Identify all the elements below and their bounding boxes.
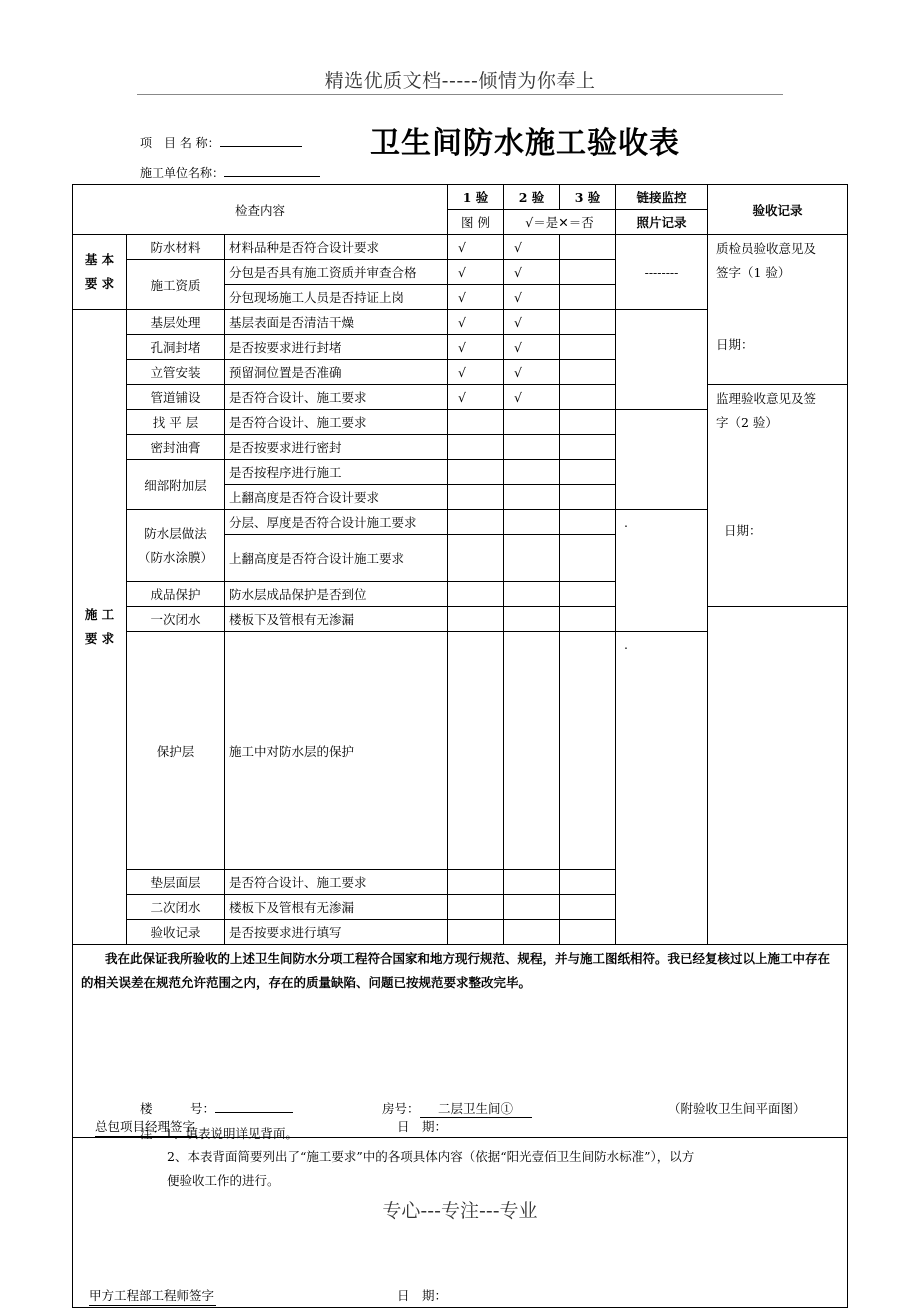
item-label: 成品保护 (127, 582, 225, 607)
check-cell-2[interactable] (504, 582, 560, 607)
project-name-field[interactable] (220, 134, 302, 147)
check-content: 上翻高度是否符合设计要求 (225, 485, 448, 510)
header-record: 验收记录 (708, 185, 848, 235)
check-content: 是否符合设计、施工要求 (225, 870, 448, 895)
check-cell-2[interactable] (504, 485, 560, 510)
check-content: 分包现场施工人员是否持证上岗 (225, 285, 448, 310)
check-content: 是否符合设计、施工要求 (225, 385, 448, 410)
check-content: 施工中对防水层的保护 (225, 632, 448, 870)
check-cell-1[interactable] (448, 510, 504, 535)
check-content: 楼板下及管根有无渗漏 (225, 607, 448, 632)
check-cell-2[interactable] (504, 460, 560, 485)
document-header: 精选优质文档-----倾情为你奉上 (324, 70, 596, 92)
form-title: 卫生间防水施工验收表 (370, 126, 680, 161)
check-content: 是否按要求进行密封 (225, 435, 448, 460)
check-cell-1[interactable] (448, 870, 504, 895)
check-cell-2[interactable] (504, 535, 560, 582)
record-1-line2: 签字（1 验） (716, 265, 791, 280)
header-photo-line2: 照片记录 (616, 210, 708, 235)
check-cell-1[interactable] (448, 632, 504, 870)
check-content: 是否符合设计、施工要求 (225, 410, 448, 435)
check-cell-3[interactable] (560, 410, 616, 435)
unit-name-field[interactable] (224, 164, 320, 177)
project-name-row (140, 134, 302, 151)
check-cell-2[interactable] (504, 870, 560, 895)
record-2-date: 日期： (724, 523, 762, 538)
project-name-label: 项 目 名 称： (140, 136, 220, 150)
check-content: 是否按程序进行施工 (225, 460, 448, 485)
record-quality-inspector[interactable] (708, 235, 848, 385)
category-construction-line1: 施 工 (84, 607, 115, 622)
item-label: 管道铺设 (127, 385, 225, 410)
check-cell-3[interactable] (560, 870, 616, 895)
check-cell-2[interactable]: √ (504, 235, 560, 260)
building-label: 楼 号： (140, 1101, 216, 1116)
item-label: 施工资质 (127, 260, 225, 310)
check-cell-1[interactable]: √ (448, 385, 504, 410)
check-cell-1[interactable]: √ (448, 260, 504, 285)
check-cell-2[interactable] (504, 410, 560, 435)
header-legend: √＝是✕＝否 (504, 210, 616, 235)
check-cell-1[interactable] (448, 460, 504, 485)
item-label: 二次闭水 (127, 895, 225, 920)
check-cell-2[interactable] (504, 607, 560, 632)
check-cell-1[interactable]: √ (448, 235, 504, 260)
building-field[interactable] (215, 1099, 293, 1113)
item-label-line1: 防水层做法 (144, 525, 207, 541)
photo-link-cell[interactable]: . (616, 632, 708, 945)
item-label: 密封油膏 (127, 435, 225, 460)
category-basic-line2: 要 求 (84, 276, 115, 291)
unit-name-label: 施工单位名称： (140, 166, 225, 180)
check-content: 基层表面是否清洁干燥 (225, 310, 448, 335)
check-cell-3[interactable] (560, 485, 616, 510)
contractor-date[interactable]: 日 期： (397, 1119, 448, 1134)
check-cell-1[interactable] (448, 920, 504, 945)
record-supervisor-2[interactable] (708, 385, 848, 607)
check-cell-3[interactable] (560, 360, 616, 385)
item-label-line2: （防水涂膜） (137, 549, 213, 565)
building-row (140, 1099, 293, 1117)
category-basic-line1: 基 本 (84, 252, 115, 267)
check-cell-1[interactable] (448, 435, 504, 460)
item-label: 一次闭水 (127, 607, 225, 632)
category-construction-line2: 要 求 (84, 631, 115, 646)
category-construction (73, 310, 127, 945)
photo-link-cell[interactable]: . (616, 510, 708, 632)
item-label: 防水材料 (127, 235, 225, 260)
record-2-line2: 字（2 验） (716, 415, 778, 430)
check-cell-2[interactable]: √ (504, 360, 560, 385)
photo-link-cell[interactable] (616, 410, 708, 510)
check-cell-3[interactable] (560, 460, 616, 485)
check-cell-3[interactable] (560, 310, 616, 335)
check-content: 分包是否具有施工资质并审查合格 (225, 260, 448, 285)
check-cell-3[interactable] (560, 895, 616, 920)
header-legend-label: 图 例 (448, 210, 504, 235)
category-basic (73, 235, 127, 310)
check-content: 是否按要求进行封堵 (225, 335, 448, 360)
check-cell-3[interactable] (560, 632, 616, 870)
check-content: 是否按要求进行填写 (225, 920, 448, 945)
check-content: 防水层成品保护是否到位 (225, 582, 448, 607)
check-cell-2[interactable] (504, 920, 560, 945)
check-cell-3[interactable] (560, 385, 616, 410)
check-content: 上翻高度是否符合设计施工要求 (225, 535, 448, 582)
note-2-line1: 2、本表背面简要列出了“施工要求”中的各项具体内容（依据“阳光壹佰卫生间防水标准”），以方 (167, 1149, 695, 1164)
check-cell-3[interactable] (560, 260, 616, 285)
client-engineer-signature[interactable]: 甲方工程部工程师签字 (89, 1286, 216, 1306)
note-2-line2: 便验收工作的进行。 (167, 1173, 280, 1188)
attachment-note: （附验收卫生间平面图） (668, 1101, 806, 1116)
check-cell-2[interactable]: √ (504, 260, 560, 285)
check-cell-3[interactable] (560, 582, 616, 607)
check-cell-3[interactable] (560, 535, 616, 582)
check-cell-3[interactable] (560, 510, 616, 535)
guarantee-statement: 我在此保证我所验收的上述卫生间防水分项工程符合国家和地方现行规范、规程，并与施工图纸相符。我已经复核过以上施工中存在的相关误差在规范允许范围之内，存在的质量缺陷、问题已按规范要求整改完毕。 (81, 951, 831, 990)
check-cell-3[interactable] (560, 920, 616, 945)
photo-link-basic[interactable]: -------- (616, 235, 708, 310)
room-field[interactable]: 二层卫生间① (420, 1099, 532, 1118)
header-inspection-1: 1 验 (448, 185, 504, 210)
check-cell-1[interactable] (448, 582, 504, 607)
record-2-line1: 监理验收意见及签 (716, 391, 817, 406)
header-photo-line1: 链接监控 (616, 185, 708, 210)
check-cell-3[interactable] (560, 235, 616, 260)
check-content: 楼板下及管根有无渗漏 (225, 895, 448, 920)
header-inspection-2: 2 验 (504, 185, 560, 210)
item-label: 立管安装 (127, 360, 225, 385)
check-cell-1[interactable] (448, 895, 504, 920)
check-cell-1[interactable] (448, 607, 504, 632)
check-cell-3[interactable] (560, 285, 616, 310)
check-cell-3[interactable] (560, 435, 616, 460)
check-cell-2[interactable]: √ (504, 310, 560, 335)
check-cell-2[interactable]: √ (504, 385, 560, 410)
item-label: 细部附加层 (127, 460, 225, 510)
unit-name-row (140, 164, 320, 181)
note-1: 注：1、填表说明详见背面。 (140, 1126, 298, 1141)
check-cell-2[interactable]: √ (504, 335, 560, 360)
room-row (382, 1099, 532, 1118)
check-cell-1[interactable] (448, 410, 504, 435)
check-content: 材料品种是否符合设计要求 (225, 235, 448, 260)
check-cell-1[interactable] (448, 535, 504, 582)
check-cell-1[interactable]: √ (448, 335, 504, 360)
item-label: 孔洞封堵 (127, 335, 225, 360)
item-label: 基层处理 (127, 310, 225, 335)
check-cell-3[interactable] (560, 335, 616, 360)
contractor-signature[interactable]: 总包项目经理签字 (95, 1117, 197, 1137)
item-label: 找 平 层 (127, 410, 225, 435)
check-cell-2[interactable] (504, 510, 560, 535)
check-cell-1[interactable]: √ (448, 360, 504, 385)
header-divider (137, 94, 783, 95)
photo-link-cell[interactable] (616, 310, 708, 410)
check-cell-2[interactable] (504, 632, 560, 870)
header-check-content: 检查内容 (73, 185, 448, 235)
item-label (127, 510, 225, 582)
check-cell-1[interactable]: √ (448, 310, 504, 335)
document-footer: 专心---专注---专业 (382, 1200, 538, 1222)
record-1-line1: 质检员验收意见及 (716, 241, 817, 256)
check-cell-1[interactable]: √ (448, 285, 504, 310)
check-content: 预留洞位置是否准确 (225, 360, 448, 385)
item-label: 验收记录 (127, 920, 225, 945)
check-content: 分层、厚度是否符合设计施工要求 (225, 510, 448, 535)
room-label: 房号： (382, 1101, 420, 1116)
header-inspection-3: 3 验 (560, 185, 616, 210)
check-cell-2[interactable] (504, 435, 560, 460)
item-label: 保护层 (127, 632, 225, 870)
item-label: 垫层面层 (127, 870, 225, 895)
client-date[interactable]: 日 期： (397, 1288, 448, 1303)
check-cell-3[interactable] (560, 607, 616, 632)
check-cell-1[interactable] (448, 485, 504, 510)
record-1-date: 日期： (716, 337, 754, 352)
check-cell-2[interactable] (504, 895, 560, 920)
check-cell-2[interactable]: √ (504, 285, 560, 310)
